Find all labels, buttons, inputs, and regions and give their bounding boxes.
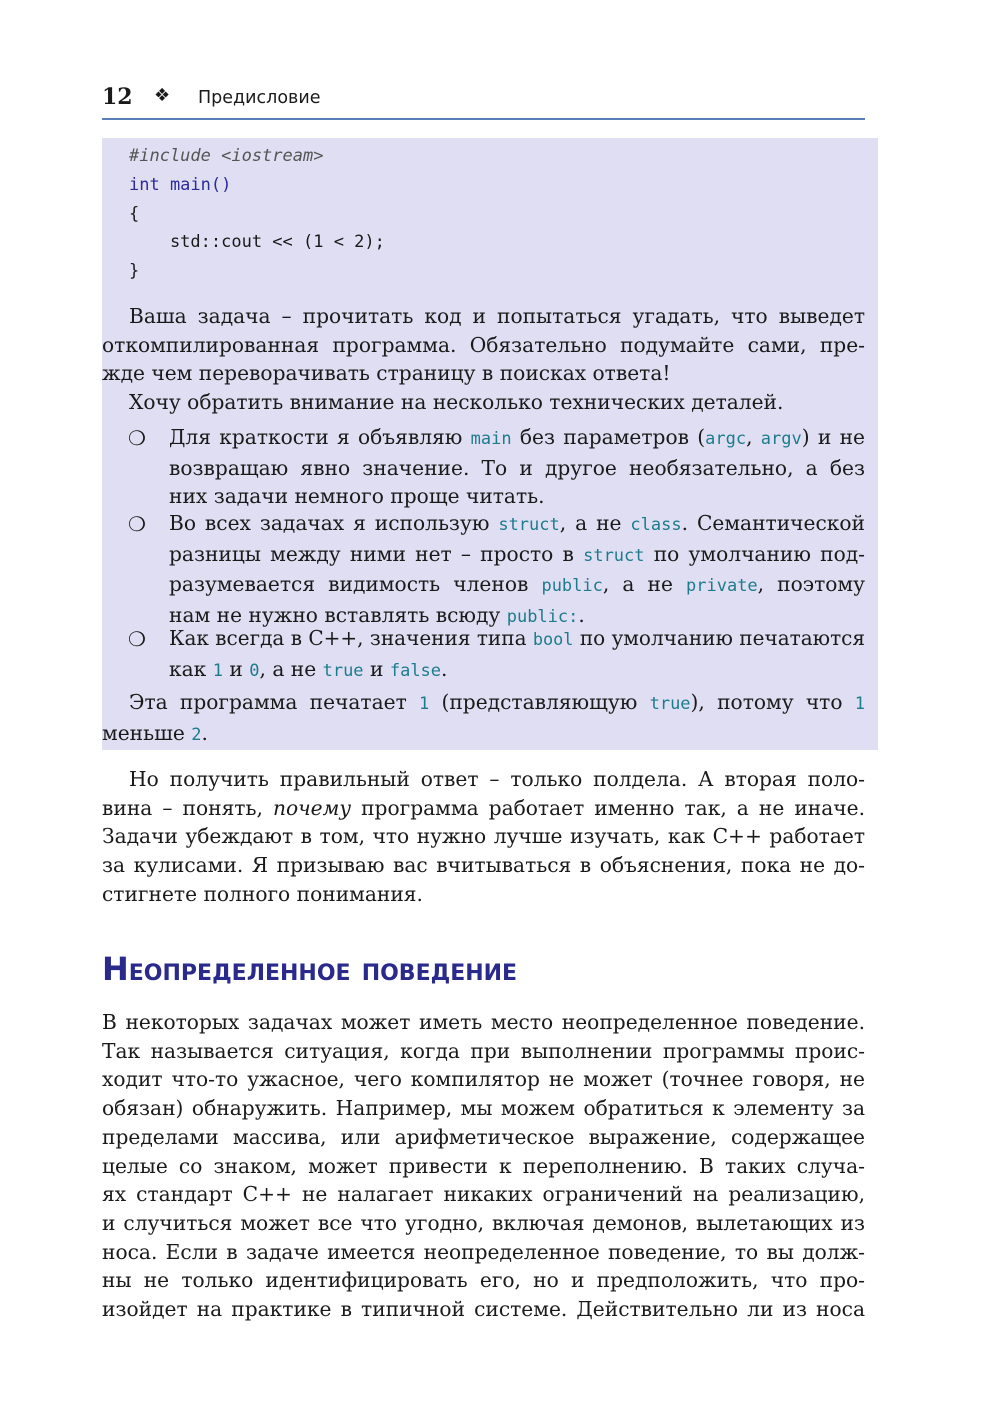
text-line: меньше 2.: [102, 720, 208, 745]
text-line: ны не только идентифицировать его, но и предположить, что про-: [102, 1268, 865, 1293]
text-line: целые со знаком, может привести к переполнению. В таких случа-: [102, 1153, 865, 1178]
ornament-icon: ❖: [154, 85, 171, 106]
text-line: нам не нужно вставлять всюду public:.: [169, 603, 585, 628]
body-paragraph: [102, 765, 865, 909]
text-line: и случиться может все что угодно, включая демонов, вылетающих из: [102, 1210, 865, 1235]
text-line: Задачи убеждают в том, что нужно лучше изучать, как C++ работает: [102, 824, 865, 849]
text-line: изойдет на практике в типичной системе. Действительно ли из носа: [102, 1297, 865, 1322]
text-line: за кулисами. Я призываю вас вчитываться в объяснения, пока не до-: [102, 853, 865, 878]
puzzle-box: [102, 138, 878, 750]
bullet-item-2: [169, 509, 865, 632]
text-line: обязан) обнаружить. Например, мы можем обратиться к элементу за: [102, 1096, 865, 1121]
bullet-item-1: [169, 423, 865, 511]
code-listing: [129, 142, 385, 286]
text-line: как 1 и 0, а не true и false.: [169, 656, 448, 681]
answer-paragraph: [102, 688, 865, 749]
text-line: Ваша задача – прочитать код и попытаться угадать, что выведет: [129, 304, 865, 328]
page-number: 12: [102, 84, 133, 110]
running-title: Предисловие: [198, 88, 321, 108]
text-line: пределами массива, или арифметическое выражение, содержащее: [102, 1124, 865, 1149]
text-line: жде чем переворачивать страницу в поисках ответа!: [102, 361, 671, 386]
bullet-icon: ❍: [128, 512, 146, 536]
text-line: В некоторых задачах может иметь место неопределенное поведение.: [102, 1010, 865, 1034]
text-line: разницы между ними нет – просто в struct по умолчанию под-: [169, 541, 865, 566]
text-line: Но получить правильный ответ – только полдела. А вторая поло-: [129, 767, 865, 791]
code-line: }: [129, 261, 140, 282]
section-heading: Неопределенное поведение: [102, 950, 518, 988]
text-line: Во всех задачах я использую struct, а не class. Семантической: [169, 511, 865, 535]
text-line: них задачи немного проще читать.: [169, 484, 545, 509]
code-line: int main(): [129, 174, 232, 195]
running-header: [102, 82, 865, 120]
code-line: #include <iostream>: [129, 146, 324, 166]
task-paragraph: [102, 302, 865, 417]
text-line: возвращаю явно значение. То и другое необязательно, а без: [169, 455, 865, 480]
text-line: стигнете полного понимания.: [102, 881, 423, 906]
bullet-icon: ❍: [128, 627, 146, 651]
bullet-item-3: [169, 624, 865, 685]
text-line: ях стандарт C++ не налагает никаких ограничений на реализацию,: [102, 1182, 865, 1207]
text-line: Для краткости я объявляю main без параметров (argc, argv) и не: [169, 425, 865, 449]
text-line: откомпилированная программа. Обязательно подумайте сами, пре-: [102, 332, 865, 357]
text-line: носа. Если в задаче имеется неопределенное поведение, то вы долж-: [102, 1239, 865, 1264]
text-line: вина – понять, почему программа работает именно так, а не иначе.: [102, 795, 865, 820]
text-line: ходит что-то ужасное, чего компилятор не может (точнее говоря, не: [102, 1067, 865, 1092]
code-line: {: [129, 203, 140, 224]
section-paragraph: [102, 1008, 865, 1324]
bullet-icon: ❍: [128, 426, 146, 450]
text-line: Так называется ситуация, когда при выполнении программы проис-: [102, 1038, 865, 1063]
text-line: Хочу обратить внимание на несколько технических деталей.: [129, 390, 784, 415]
text-line: Эта программа печатает 1 (представляющую true), потому что 1: [129, 690, 865, 714]
text-line: Как всегда в C++, значения типа bool по умолчанию печатаются: [169, 626, 865, 650]
code-line: std::cout << (1 < 2);: [129, 232, 385, 253]
text-line: разумевается видимость членов public, а не private, поэтому: [169, 572, 865, 597]
